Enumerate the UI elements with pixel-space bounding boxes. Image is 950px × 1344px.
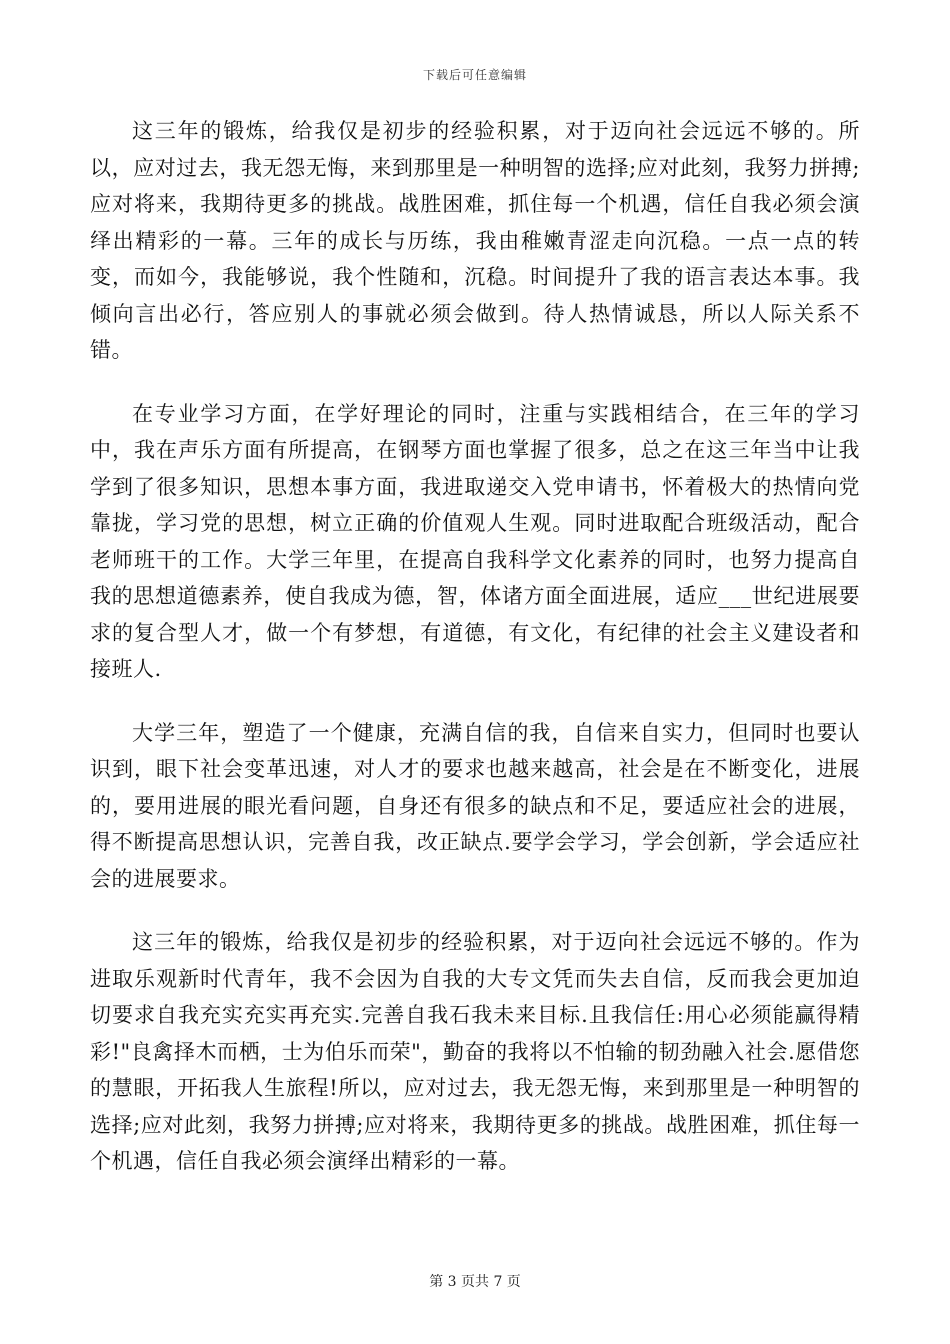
page-footer: 第 3 页共 7 页 [429,1274,521,1290]
page-header: 下载后可任意编辑 [422,68,527,82]
document-body [90,113,860,1207]
paragraph-3: 大学三年，塑造了一个健康，充满自信的我，自信来自实力，但同时也要认识到，眼下社会变革迅速，对人才的要求也越来越高，社会是在不断变化，进展的，要用进展的眼光看问题，自身还有很多的缺点和不足，要适应社会的进展，得不断提高思想认识，完善自我，改正缺点.要学会学习，学会创新，学会适应社会的进展要求。 [90,720,860,891]
paragraph-1: 这三年的锻炼，给我仅是初步的经验积累，对于迈向社会远远不够的。所以，应对过去，我无怨无悔，来到那里是一种明智的选择;应对此刻，我努力拼搏;应对将来，我期待更多的挑战。战胜困难，抓住每一个机遇，信任自我必须会演绎出精彩的一幕。三年的成长与历练，我由稚嫩青涩走向沉稳。一点一点的转变，而如今，我能够说，我个性随和，沉稳。时间提升了我的语言表达本事。我倾向言出必行，答应别人的事就必须会做到。待人热情诚恳，所以人际关系不错。 [90,119,860,362]
paragraph-2: 在专业学习方面，在学好理论的同时，注重与实践相结合，在三年的学习中，我在声乐方面有所提高，在钢琴方面也掌握了很多，总之在这三年当中让我学到了很多知识，思想本事方面，我进取递交入党申请书，怀着极大的热情向党靠拢，学习党的思想，树立正确的价值观人生观。同时进取配合班级活动，配合老师班干的工作。大学三年里，在提高自我科学文化素养的同时，也努力提高自我的思想道德素养，使自我成为德，智，体诸方面全面进展，适应___世纪进展要求的复合型人才，做一个有梦想，有道德，有文化，有纪律的社会主义建设者和接班人. [90,401,860,681]
paragraph-4: 这三年的锻炼，给我仅是初步的经验积累，对于迈向社会远远不够的。作为进取乐观新时代青年，我不会因为自我的大专文凭而失去自信，反而我会更加迫切要求自我充实充实再充实.完善自我石我未来目标.且我信任:用心必须能赢得精彩!"良禽择木而栖，士为伯乐而荣"，勤奋的我将以不怕输的韧劲融入社会.愿借您的慧眼，开拓我人生旅程!所以，应对过去，我无怨无悔，来到那里是一种明智的选择;应对此刻，我努力拼搏;应对将来，我期待更多的挑战。战胜困难，抓住每一个机遇，信任自我必须会演绎出精彩的一幕。 [90,930,860,1173]
